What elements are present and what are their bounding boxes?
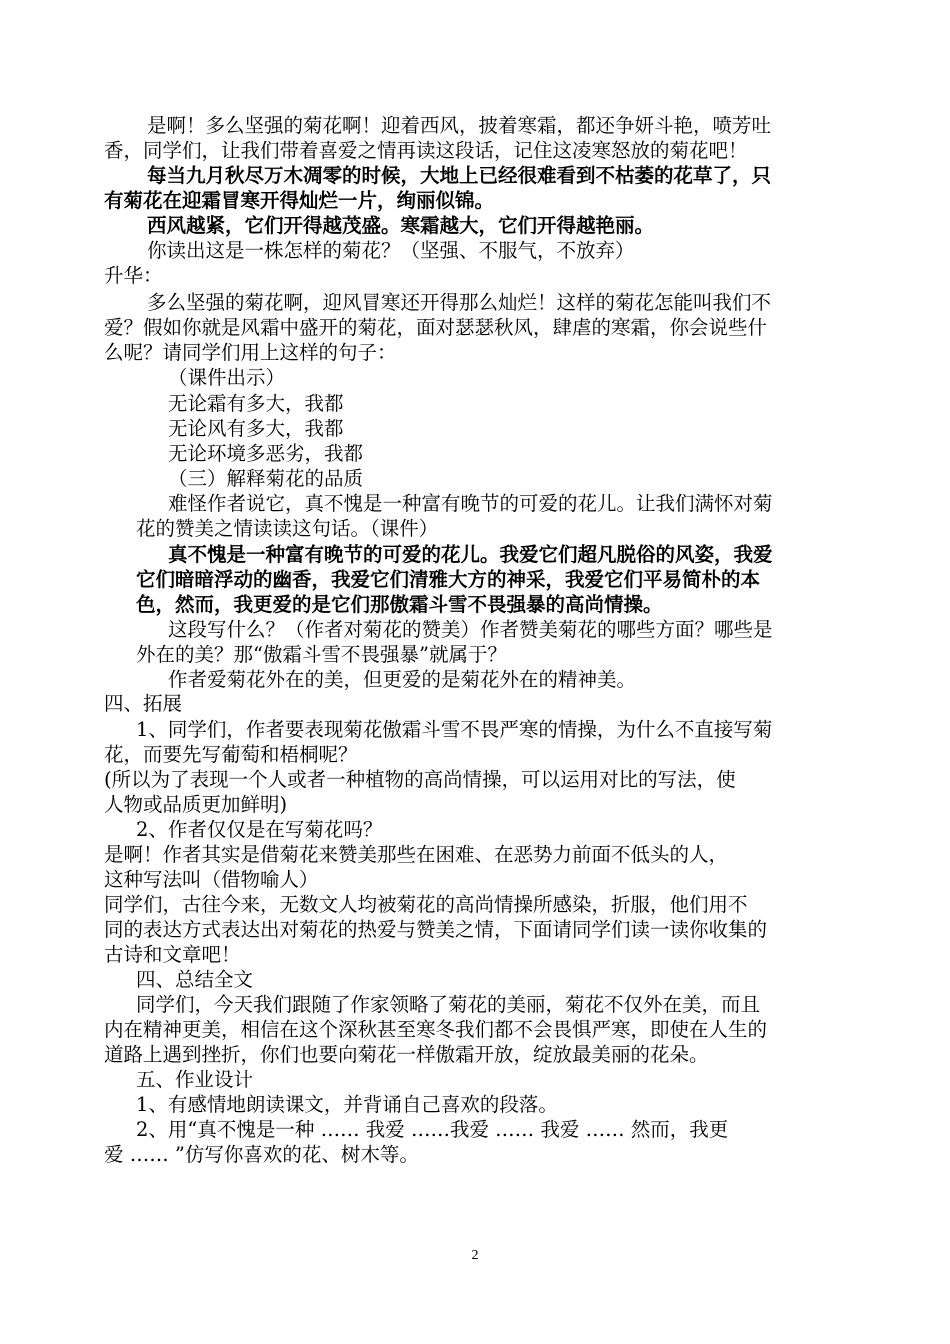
text-line: 是啊！多么坚强的菊花啊！迎着西风，披着寒霜，都还争妍斗艳，喷芳吐	[147, 114, 772, 137]
page-number: 2	[471, 1248, 479, 1263]
text-line: 这种写法叫（借物喻人）	[104, 868, 319, 891]
text-line: 作者爱菊花外在的美，但更爱的是菊花外在的精神美。	[168, 668, 637, 691]
text-line: 外在的美？那“傲霜斗雪不畏强暴”就属于？	[136, 643, 507, 666]
text-line: 古诗和文章吧！	[104, 943, 241, 966]
bold-text-line: 每当九月秋尽万木凋零的时候，大地上已经很难看到不枯萎的花草了，只	[147, 164, 772, 187]
text-line: 1、有感情地朗读课文，并背诵自己喜欢的段落。	[136, 1093, 558, 1116]
text-line: （课件出示）	[168, 366, 286, 389]
text-line: 是啊！作者其实是借菊花来赞美那些在困难、在恶势力前面不低头的人，	[104, 843, 729, 866]
text-line: 人物或品质更加鲜明)	[104, 793, 288, 816]
text-line: 无论环境多恶劣，我都	[168, 442, 364, 465]
text-line: 同的表达方式表达出对菊花的热爱与赞美之情，下面请同学们读一读你收集的	[104, 918, 768, 941]
text-line: 这段写什么？（作者对菊花的赞美）作者赞美菊花的哪些方面？哪些是	[168, 618, 773, 641]
text-line: (所以为了表现一个人或者一种植物的高尚情操，可以运用对比的写法，使	[104, 768, 736, 791]
section-heading: 四、拓展	[104, 692, 183, 715]
text-line: 无论风有多大，我都	[168, 417, 344, 440]
section-label: 升华：	[104, 264, 163, 287]
text-line: 内在精神更美，相信在这个深秋甚至寒冬我们都不会畏惧严寒，即使在人生的	[104, 1018, 768, 1041]
text-line: 么呢？请同学们用上这样的句子：	[104, 341, 397, 364]
text-line: 花的赞美之情读读这句话。（课件）	[136, 517, 439, 540]
text-line: 道路上遇到挫折，你们也要向菊花一样傲霜开放，绽放最美丽的花朵。	[104, 1043, 709, 1066]
text-line: 香，同学们，让我们带着喜爱之情再读这段话，记住这凌寒怒放的菊花吧！	[104, 139, 748, 162]
text-line: 1、同学们，作者要表现菊花傲霜斗雪不畏严寒的情操，为什么不直接写菊	[136, 718, 773, 741]
bold-text-line: 它们暗暗浮动的幽香，我爱它们清雅大方的神采，我爱它们平易简朴的本	[136, 568, 761, 591]
bold-text-line: 真不愧是一种富有晚节的可爱的花儿。我爱它们超凡脱俗的风姿，我爱	[168, 543, 773, 566]
text-line: 2、作者仅仅是在写菊花吗？	[136, 818, 383, 841]
text-line: 难怪作者说它，真不愧是一种富有晚节的可爱的花儿。让我们满怀对菊	[168, 492, 773, 515]
text-line: 你读出这是一株怎样的菊花？（坚强、不服气，不放弃）	[147, 239, 635, 262]
text-line: 2、用“真不愧是一种 …… 我爱 ……我爱 …… 我爱 …… 然而，我更	[136, 1118, 729, 1141]
text-line: 多么坚强的菊花啊，迎风冒寒还开得那么灿烂！这样的菊花怎能叫我们不	[147, 291, 772, 314]
text-line: 爱 …… ”仿写你喜欢的花、树木等。	[104, 1143, 419, 1166]
subsection-heading: （三）解释菊花的品质	[168, 467, 364, 490]
bold-text-line: 有菊花在迎霜冒寒开得灿烂一片，绚丽似锦。	[104, 189, 495, 212]
text-line: 花，而要先写葡萄和梧桐呢？	[104, 743, 358, 766]
text-line: 无论霜有多大，我都	[168, 392, 344, 415]
text-line: 同学们，今天我们跟随了作家领略了菊花的美丽，菊花不仅外在美，而且	[136, 993, 761, 1016]
text-line: 同学们，古往今来，无数文人均被菊花的高尚情操所感染，折服，他们用不	[104, 893, 748, 916]
text-line: 爱？假如你就是风霜中盛开的菊花，面对瑟瑟秋风，肆虐的寒霜，你会说些什	[104, 316, 768, 339]
bold-text-line: 色，然而，我更爱的是它们那傲霜斗雪不畏强暴的高尚情操。	[136, 593, 663, 616]
bold-text-line: 西风越紧，它们开得越茂盛。寒霜越大，它们开得越艳丽。	[147, 214, 655, 237]
section-heading: 五、作业设计	[136, 1068, 254, 1091]
section-heading: 四、总结全文	[136, 968, 254, 991]
